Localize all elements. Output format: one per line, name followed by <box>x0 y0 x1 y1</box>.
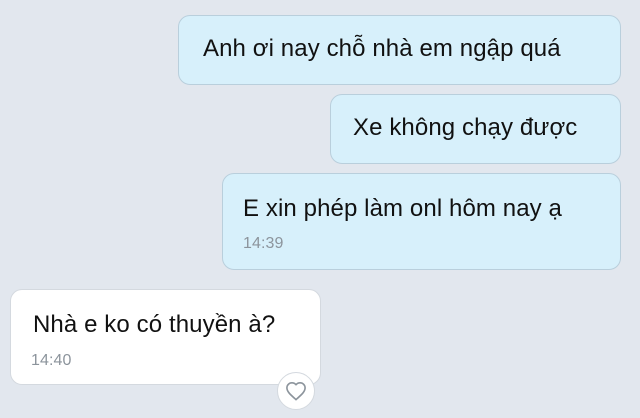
message-bubble-sent[interactable] <box>222 173 621 270</box>
message-text: E xin phép làm onl hôm nay ạ <box>243 195 562 222</box>
message-timestamp: 14:40 <box>31 352 72 369</box>
message-text: Anh ơi nay chỗ nhà em ngập quá <box>203 35 561 62</box>
react-button[interactable] <box>277 372 315 410</box>
message-bubble-received[interactable] <box>10 289 321 385</box>
message-text: Xe không chạy được <box>353 114 578 141</box>
message-text: Nhà e ko có thuyền à? <box>33 311 276 338</box>
message-bubble-sent[interactable] <box>330 94 621 164</box>
message-bubble-sent[interactable] <box>178 15 621 85</box>
message-timestamp: 14:39 <box>243 235 284 252</box>
heart-outline-icon <box>285 381 307 401</box>
